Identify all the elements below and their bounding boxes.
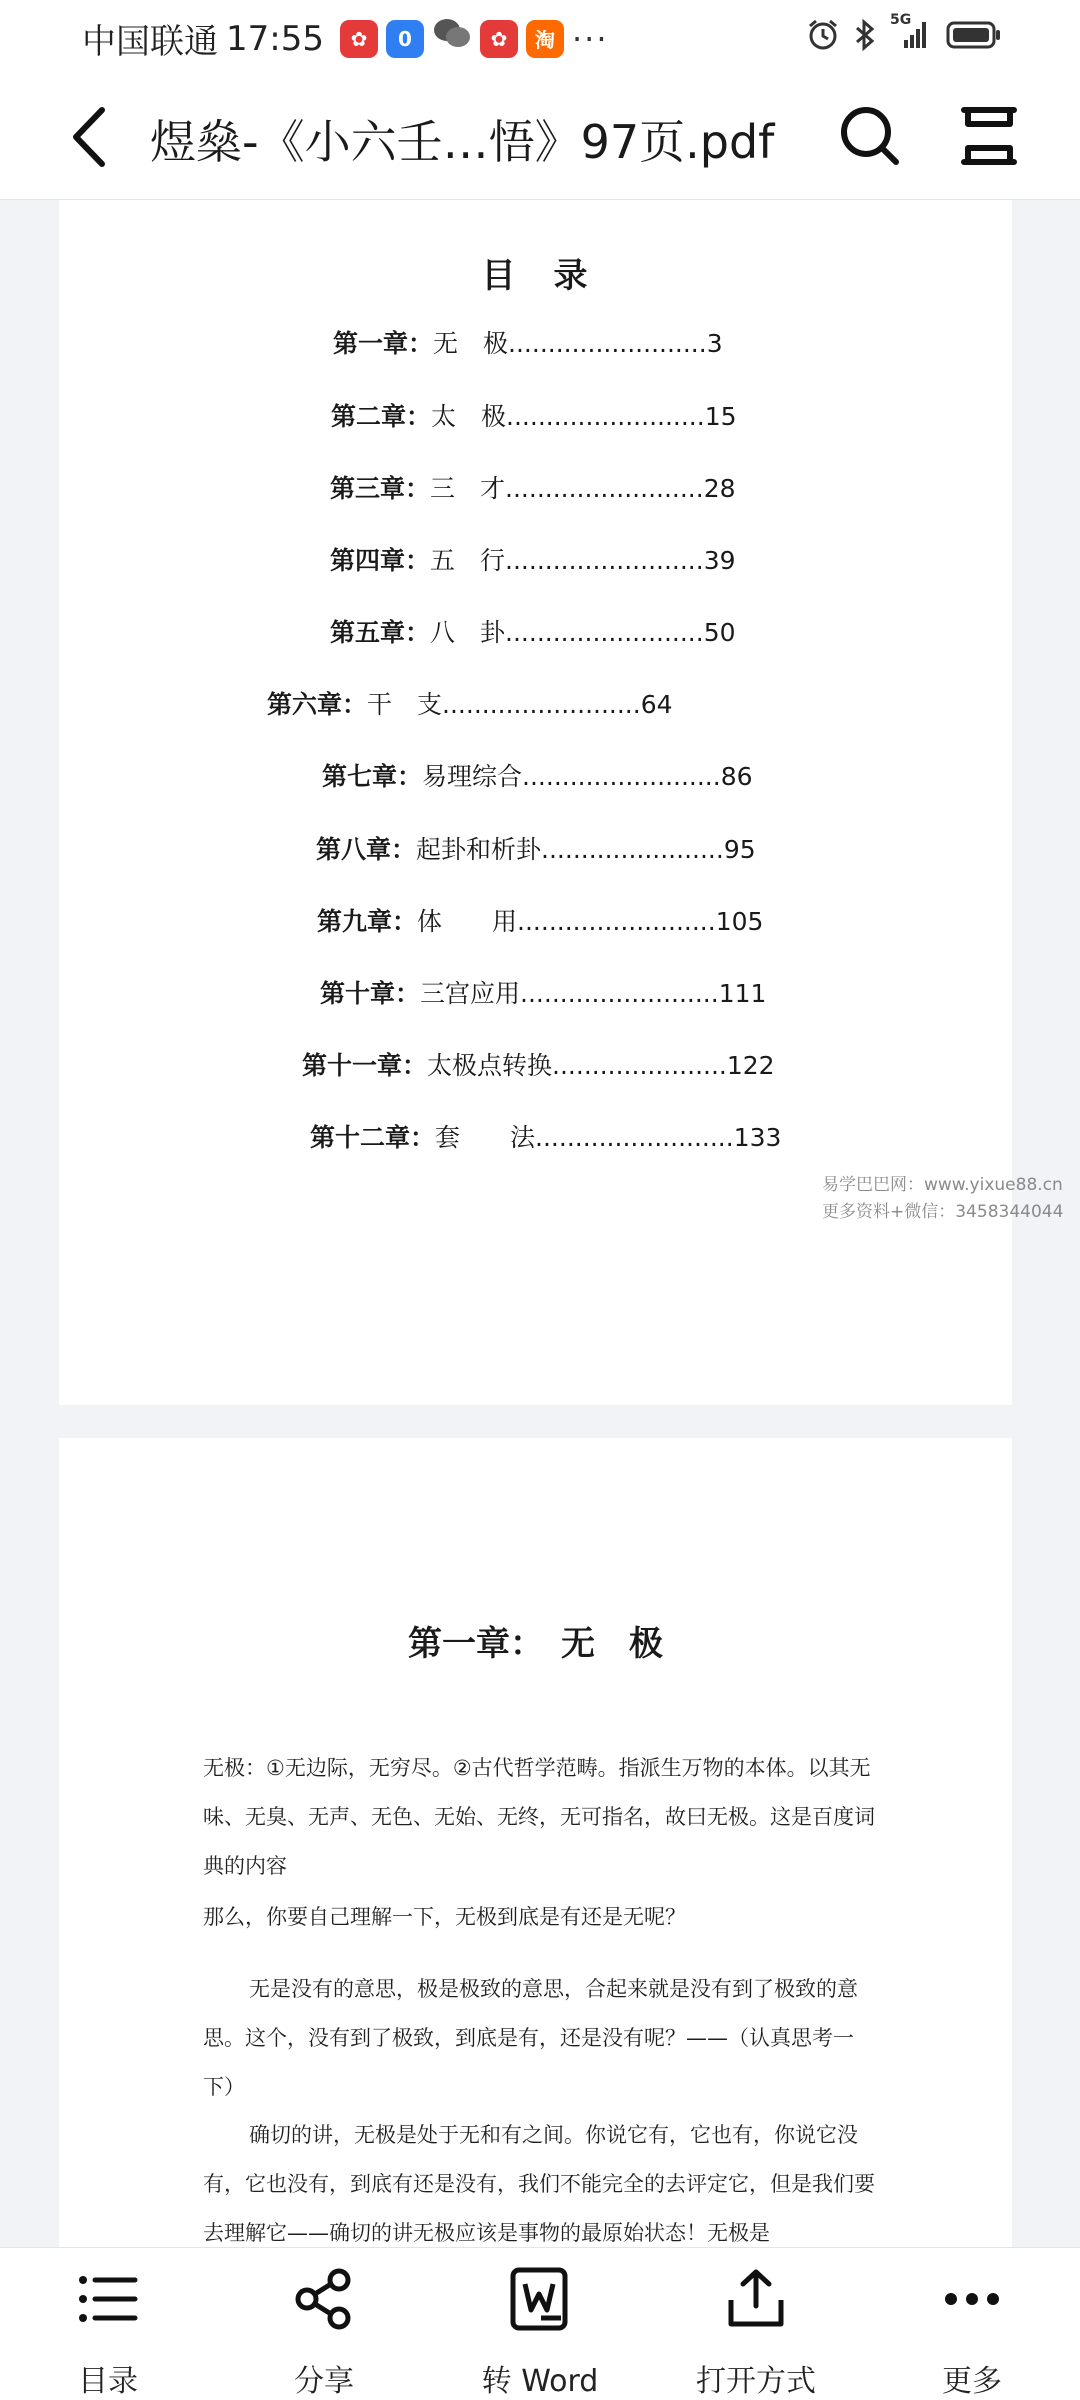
toc-chapter-name: 起卦和析卦 — [416, 835, 542, 864]
watermark-text — [822, 1172, 1063, 1226]
toc-leader: ......................... — [505, 618, 704, 647]
toc-entry[interactable] — [330, 469, 736, 505]
bluetooth-icon — [854, 18, 876, 56]
toc-chapter-name: 体 用 — [417, 907, 518, 936]
toc-entry[interactable] — [331, 397, 737, 433]
watermark-line: 更多资料+微信：3458344044 — [822, 1202, 1064, 1222]
fold-view-icon — [958, 104, 1020, 168]
watermark-line: 易学巴巴网：www.yixue88.cn — [822, 1175, 1063, 1195]
app-icon: 0 — [386, 20, 424, 58]
toc-chapter-name: 三宫应用 — [420, 979, 521, 1008]
wechat-icon — [432, 16, 472, 61]
toc-page-number: 28 — [703, 474, 736, 503]
list-icon — [75, 2266, 141, 2332]
toc-page-number: 15 — [704, 402, 737, 431]
toc-chapter-name: 太 极 — [431, 402, 507, 431]
toc-chapter: 第九章： — [317, 907, 418, 936]
toc-leader: ......................... — [517, 907, 716, 936]
convert-to-word-button[interactable] — [432, 2266, 648, 2399]
toc-entry[interactable] — [310, 1118, 781, 1154]
toc-leader: ....................... — [541, 835, 724, 864]
toc-chapter-name: 无 极 — [433, 329, 509, 358]
toc-chapter-name: 套 法 — [435, 1123, 536, 1152]
status-left — [82, 14, 609, 63]
time-label: 17:55 — [226, 18, 324, 59]
toc-leader: ......................... — [520, 979, 719, 1008]
toc-entry[interactable] — [316, 830, 756, 866]
more-button-label: 更多 — [942, 2364, 1002, 2399]
share-button-label: 分享 — [294, 2364, 354, 2399]
search-icon — [838, 104, 902, 168]
back-button[interactable] — [62, 102, 122, 172]
chapter-title: 第一章： 无 极 — [408, 1624, 663, 1664]
bottom-toolbar — [0, 2247, 1080, 2400]
toc-entry[interactable] — [322, 757, 753, 793]
toc-entry[interactable] — [317, 902, 763, 938]
toc-chapter: 第一章： — [333, 329, 434, 358]
more-dots-icon — [939, 2266, 1005, 2332]
toc-chapter-name: 干 支 — [367, 690, 443, 719]
signal-icon — [890, 12, 932, 56]
toc-chapter-name: 三 才 — [430, 474, 506, 503]
app-icon: ✿ — [480, 20, 518, 58]
app-icon: ✿ — [340, 20, 378, 58]
share-icon — [291, 2266, 357, 2332]
toc-leader: ...................... — [552, 1051, 727, 1080]
toc-chapter: 第十一章： — [302, 1051, 428, 1080]
toc-chapter: 第二章： — [331, 402, 432, 431]
toc-chapter: 第八章： — [316, 835, 417, 864]
paragraph: 确切的讲，无极是处于无和有之间。你说它有，它也有，你说它没有，它也没有，到底有还是没有，我们不能完全的去评定它，但是我们要去理解它——确切的讲无极应该是事物的最原始状态！无极是 — [203, 2123, 875, 2245]
status-right — [806, 12, 1002, 56]
chevron-left-icon — [62, 102, 122, 172]
more-notifications-indicator: ··· — [571, 19, 609, 58]
document-title: 煜燊-《小六壬…悟》97页.pdf — [150, 115, 775, 169]
toc-page-number: 122 — [726, 1051, 775, 1080]
toc-leader: ......................... — [505, 474, 704, 503]
toc-chapter: 第四章： — [330, 546, 431, 575]
toc-chapter-name: 八 卦 — [430, 618, 506, 647]
paragraph: 无极：①无边际，无穷尽。②古代哲学范畴。指派生万物的本体。以其无味、无臭、无声、无色、无始、无终，无可指名，故曰无极。这是百度词典的内容 — [203, 1756, 875, 1878]
toc-chapter: 第十二章： — [310, 1123, 436, 1152]
app-header — [0, 76, 1080, 200]
toc-page-number: 111 — [718, 979, 767, 1008]
toc-leader: ......................... — [508, 329, 707, 358]
battery-icon — [946, 20, 1002, 54]
toc-leader: ......................... — [505, 546, 704, 575]
search-button[interactable] — [838, 104, 902, 168]
more-button[interactable] — [864, 2266, 1080, 2399]
toc-chapter: 第五章： — [330, 618, 431, 647]
toc-entry[interactable] — [267, 685, 673, 721]
toc-chapter-name: 易理综合 — [422, 762, 523, 791]
share-button[interactable] — [216, 2266, 432, 2399]
toc-leader: ......................... — [522, 762, 721, 791]
toc-leader: ......................... — [506, 402, 705, 431]
toc-page-number: 86 — [720, 762, 753, 791]
toc-chapter-name: 太极点转换 — [427, 1051, 553, 1080]
carrier-label: 中国联通 — [82, 22, 218, 62]
toc-button[interactable] — [0, 2266, 216, 2399]
view-mode-button[interactable] — [958, 104, 1020, 168]
toc-chapter: 第十章： — [320, 979, 421, 1008]
taobao-icon: 淘 — [526, 20, 564, 58]
toc-page-number: 50 — [703, 618, 736, 647]
toc-leader: ......................... — [442, 690, 641, 719]
paragraph: 那么，你要自己理解一下，无极到底是有还是无呢？ — [203, 1905, 686, 1929]
toc-leader: ......................... — [535, 1123, 734, 1152]
word-document-icon — [507, 2266, 573, 2332]
toc-page-number: 105 — [715, 907, 764, 936]
toc-page-number: 3 — [706, 329, 723, 358]
toc-button-label: 目录 — [78, 2364, 138, 2399]
toc-entry[interactable] — [320, 974, 766, 1010]
network-label: 5G — [890, 12, 912, 28]
open-with-label: 打开方式 — [696, 2364, 816, 2399]
upload-share-icon — [723, 2266, 789, 2332]
toc-chapter: 第三章： — [330, 474, 431, 503]
status-bar — [0, 0, 1080, 76]
toc-title: 目 录 — [481, 256, 590, 296]
toc-page-number: 95 — [723, 835, 756, 864]
convert-to-word-label: 转 Word — [481, 2364, 599, 2399]
alarm-icon — [806, 18, 840, 56]
toc-chapter: 第六章： — [267, 690, 368, 719]
pdf-page-chapter-1[interactable] — [59, 1438, 1012, 2258]
toc-entry[interactable] — [330, 541, 736, 577]
toc-page-number: 64 — [640, 690, 673, 719]
toc-entry[interactable] — [330, 613, 736, 649]
open-with-button[interactable] — [648, 2266, 864, 2399]
toc-page-number: 39 — [703, 546, 736, 575]
toc-entry[interactable] — [333, 324, 723, 360]
paragraph: 无是没有的意思，极是极致的意思，合起来就是没有到了极致的意思。这个，没有到了极致，到底是有，还是没有呢？——（认真思考一下） — [203, 1977, 858, 2099]
toc-entry[interactable] — [302, 1046, 775, 1082]
toc-chapter: 第七章： — [322, 762, 423, 791]
toc-page-number: 133 — [733, 1123, 782, 1152]
toc-chapter-name: 五 行 — [430, 546, 506, 575]
